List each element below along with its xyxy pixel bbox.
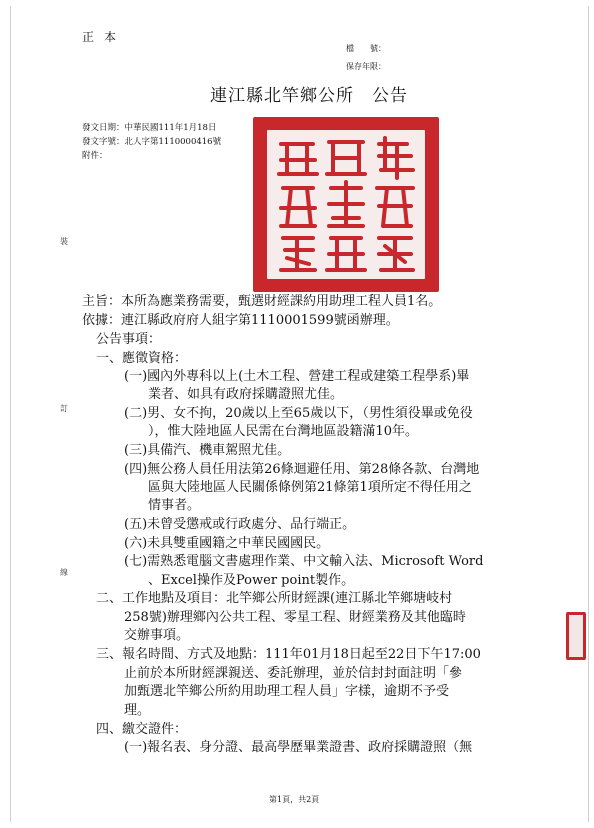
binding-mark-2: 訂 [60,404,68,413]
section-1-title: 一、應徵資格： [96,351,188,366]
side-stamp [566,612,586,660]
s1-item4-line2: 區與大陸地區人民關係條例第21條第1項所定不得任用之 [148,480,472,495]
s1-item1-line1: (一)國內外專科以上(土木工程、營建工程或建築工程學系)畢 [124,369,470,384]
binding-mark-1: 裝 [60,237,68,246]
s1-item5: (五)未曾受懲戒或行政處分、品行端正。 [124,517,356,532]
seal-face [267,130,425,279]
official-seal [253,117,439,292]
s1-item2-line1: (二)男、女不拘，20歲以上至65歲以下，（男性須役畢或免役 [124,406,473,421]
document-title [210,81,408,106]
s1-item4-line3: 情事者。 [148,498,201,513]
issue-date: 發文日期：中華民國111年1月18日 [82,123,217,133]
page-number: 第1頁，共2頁 [269,795,320,804]
section-2-line2: 258號)辦理鄉內公共工程、零星工程、財經業務及其他臨時 [124,610,466,625]
s1-item7-line2: 、Excel操作及Power point製作。 [148,573,355,588]
section-3-line3: 加甄選北竿鄉公所約用助理工程人員」字樣，逾期不予受 [124,684,450,699]
section-4-title: 四、繳交證件： [96,722,188,737]
s1-item4-line1: (四)無公務人員任用法第26條迴避任用、第28條各款、台灣地 [124,462,480,477]
section-2-line3: 交辦事項。 [124,628,190,643]
section-3-line2: 止前於本所財經課親送、委託辦理，並於信封封面註明「參 [124,666,463,681]
binding-mark-3: 線 [60,568,68,577]
s1-item6: (六)未具雙重國籍之中華民國國民。 [124,536,330,551]
seal-glyphs [267,130,425,279]
s4-item1: (一)報名表、身分證、最高學歷畢業證書、政府採購證照（無 [124,740,473,755]
file-number-label: 檔 號： [346,44,386,53]
issuing-organization: 連江縣北竿鄉公所 [210,86,354,106]
section-3-line1: 三、報名時間、方式及地點：111年01月18日起至22日下午17:00 [96,647,481,662]
section-3-line4: 理。 [124,703,151,718]
retention-period-label: 保存年限： [346,62,386,71]
section-2-line1: 二、工作地點及項目：北竿鄉公所財經課(連江縣北竿鄉塘岐村 [96,591,453,606]
s1-item3: (三)具備汽、機車駕照尤佳。 [124,443,291,458]
copy-mark: 正本 [82,30,127,44]
items-heading: 公告事項： [96,332,162,347]
subject-line: 主旨：本所為應業務需要，甄選財經課約用助理工程人員1名。 [82,294,442,309]
s1-item7-line1: (七)需熟悉電腦文書處理作業、中文輸入法、Microsoft Word [124,554,484,569]
basis-line: 依據：連江縣政府府人組字第1110001599號函辦理。 [82,313,399,328]
s1-item1-line2: 業者、如具有政府採購證照尤佳。 [148,387,344,402]
document-number: 發文字號：北人字第1110000416號 [82,137,222,147]
attachment-label: 附件： [82,151,108,161]
s1-item2-line2: ），惟大陸地區人民需在台灣地區設籍滿10年。 [148,424,419,439]
document-type: 公告 [372,86,408,106]
